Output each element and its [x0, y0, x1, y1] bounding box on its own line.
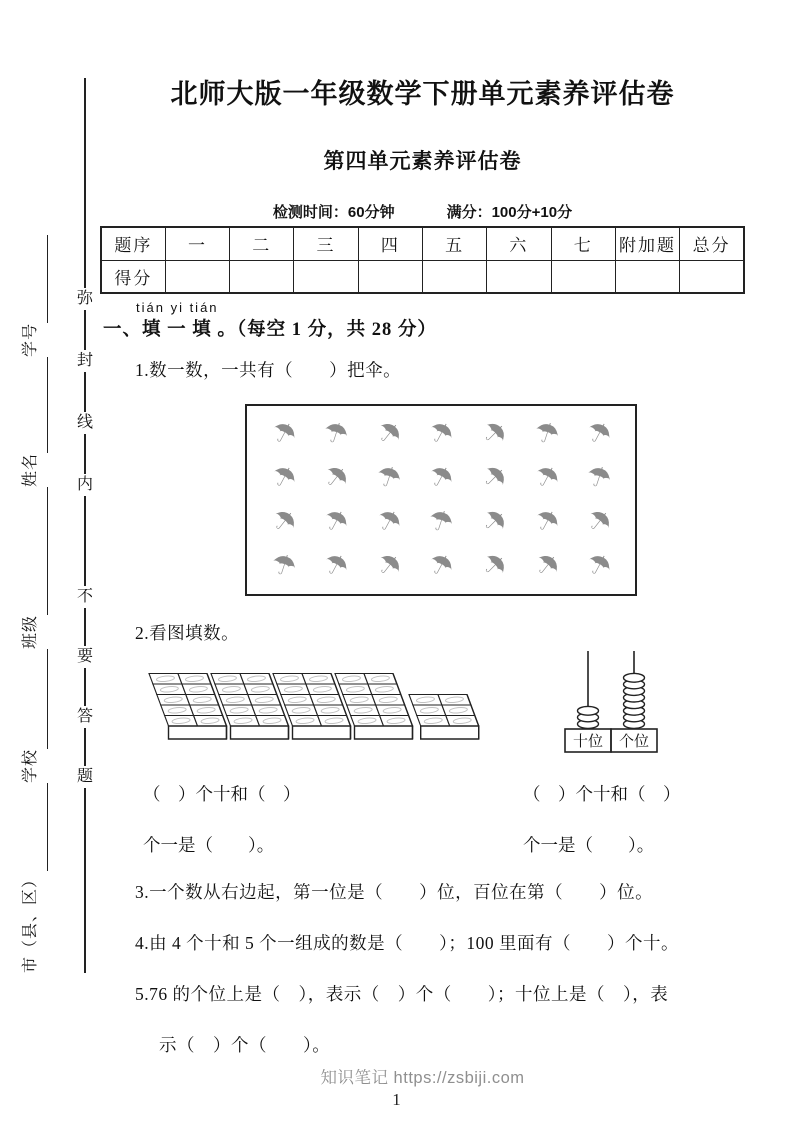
base-ten-blocks-figure [135, 647, 515, 767]
seal-line-segment [84, 310, 86, 350]
umbrella-icon: ☂ [264, 413, 303, 455]
student-field-label: 市（县、区） [22, 870, 39, 973]
student-field-blank [22, 649, 48, 749]
seal-line-segment [84, 78, 86, 288]
seal-character: 题 [77, 768, 94, 785]
section1-heading: 一、填 一 填 。（每空 1 分，共 28 分） [103, 320, 437, 340]
umbrella-icon: ☂ [424, 501, 459, 542]
blocks-blank-line1: （ ）个十和（ ） [143, 784, 301, 804]
main-content [95, 0, 750, 1057]
umbrella-icon: ☂ [473, 501, 515, 543]
score-table-header: 三 [294, 227, 358, 260]
umbrella-icon: ☂ [317, 545, 355, 587]
question-2-blanks-line1 [95, 781, 750, 806]
score-cell [422, 260, 486, 293]
score-table [100, 226, 745, 294]
seal-line-segment [84, 788, 86, 973]
question-2: 2.看图填数。 [135, 623, 240, 643]
student-field-blank [22, 235, 48, 323]
abacus-ones-label: 个位 [618, 734, 650, 750]
seal-character: 封 [77, 352, 94, 369]
question-1: 1.数一数，一共有（ ）把伞。 [135, 360, 402, 380]
umbrella-icon: ☂ [527, 457, 566, 499]
pinyin-annotation: tián yi tián [136, 300, 219, 315]
score-table-header: 七 [551, 227, 615, 260]
score-table-header: 总分 [680, 227, 744, 260]
score-table-header: 二 [230, 227, 294, 260]
seal-character: 答 [77, 708, 94, 725]
question-5-line1: 5.76 的个位上是（ ），表示（ ）个（ ）；十位上是（ ），表 [135, 984, 669, 1004]
student-field-label: 姓名 [22, 452, 39, 487]
seal-character: 线 [77, 414, 94, 431]
score-table-header: 附加题 [615, 227, 679, 260]
umbrella-icon: ☂ [371, 457, 406, 498]
seal-character: 内 [77, 476, 94, 493]
question-4: 4.由 4 个十和 5 个一组成的数是（ ）；100 里面有（ ）个十。 [135, 933, 679, 953]
seal-character: 要 [77, 648, 94, 665]
seal-line [77, 78, 93, 973]
abacus-figure [555, 645, 670, 757]
seal-line-segment [84, 434, 86, 474]
abacus-bead [578, 706, 599, 715]
umbrella-icon: ☂ [422, 457, 461, 499]
exam-time: 检测时间：60分钟 [272, 204, 395, 221]
umbrella-icon: ☂ [422, 413, 461, 455]
umbrella-icon: ☂ [316, 456, 357, 499]
umbrella-icon: ☂ [368, 544, 409, 587]
score-cell [165, 260, 229, 293]
umbrella-icon: ☂ [266, 545, 301, 586]
score-cell [680, 260, 744, 293]
umbrella-icon: ☂ [473, 413, 515, 455]
score-cell [551, 260, 615, 293]
score-table-value-row [101, 260, 744, 293]
score-row-label: 得分 [101, 260, 165, 293]
page-number: 1 [392, 1090, 401, 1109]
ones-block [409, 695, 479, 740]
abacus-blank-line2: 个一是（ ）。 [523, 835, 655, 855]
abacus-bead [624, 673, 645, 682]
score-cell [358, 260, 422, 293]
seal-character: 不 [77, 588, 94, 605]
score-table-header: 五 [422, 227, 486, 260]
student-info-fields [22, 78, 56, 973]
umbrella-icon: ☂ [318, 413, 354, 454]
score-cell [230, 260, 294, 293]
question-3: 3.一个数从右边起，第一位是（ ）位，百位在第（ ）位。 [135, 882, 654, 902]
score-table-header: 四 [358, 227, 422, 260]
site-watermark: 知识笔记 https://zsbiji.com [320, 1069, 525, 1087]
seal-character: 弥 [77, 290, 94, 307]
score-table-corner: 题序 [101, 227, 165, 260]
umbrella-icon: ☂ [580, 545, 618, 587]
seal-line-segment [84, 496, 86, 586]
umbrella-icon: ☂ [369, 501, 408, 543]
umbrella-icon: ☂ [317, 501, 355, 543]
score-cell [615, 260, 679, 293]
seal-line-segment [84, 608, 86, 646]
umbrella-icon: ☂ [263, 500, 304, 543]
abacus-tens-label: 十位 [572, 734, 604, 750]
umbrella-icon: ☂ [578, 500, 620, 543]
umbrella-icon: ☂ [526, 544, 567, 587]
score-table-header: 一 [165, 227, 229, 260]
score-table-header: 六 [487, 227, 551, 260]
full-score: 满分：100分+10分 [446, 204, 573, 221]
blocks-blank-line2: 个一是（ ）。 [143, 835, 275, 855]
umbrella-icon: ☂ [529, 413, 564, 454]
score-cell [294, 260, 358, 293]
score-cell [487, 260, 551, 293]
question-2-figures [95, 645, 750, 775]
umbrella-icon: ☂ [368, 412, 409, 455]
umbrella-icon: ☂ [422, 545, 461, 587]
seal-line-segment [84, 372, 86, 412]
question-5-line2: 示（ ）个（ ）。 [159, 1035, 331, 1055]
umbrella-icon: ☂ [581, 457, 616, 498]
unit-subtitle: 第四单元素养评估卷 [323, 150, 522, 173]
page-title: 北师大版一年级数学下册单元素养评估卷 [170, 79, 675, 109]
abacus-blank-line1: （ ）个十和（ ） [523, 784, 681, 804]
question-2-blanks-line2 [95, 832, 750, 857]
student-field-blank [22, 357, 48, 453]
exam-info-row [95, 201, 750, 222]
student-field-label: 学校 [22, 748, 39, 783]
umbrella-icon: ☂ [527, 501, 566, 543]
umbrella-figure [245, 404, 637, 596]
student-field-blank [22, 487, 48, 615]
umbrella-icon: ☂ [473, 545, 515, 587]
umbrella-icon: ☂ [580, 413, 618, 455]
student-field-label: 班级 [22, 614, 39, 649]
umbrella-icon: ☂ [264, 457, 303, 499]
seal-line-segment [84, 668, 86, 706]
score-table-header-row [101, 227, 744, 260]
student-field-label: 学号 [22, 322, 39, 357]
student-field-blank [22, 783, 48, 871]
seal-line-segment [84, 728, 86, 766]
umbrella-icon: ☂ [473, 457, 515, 499]
